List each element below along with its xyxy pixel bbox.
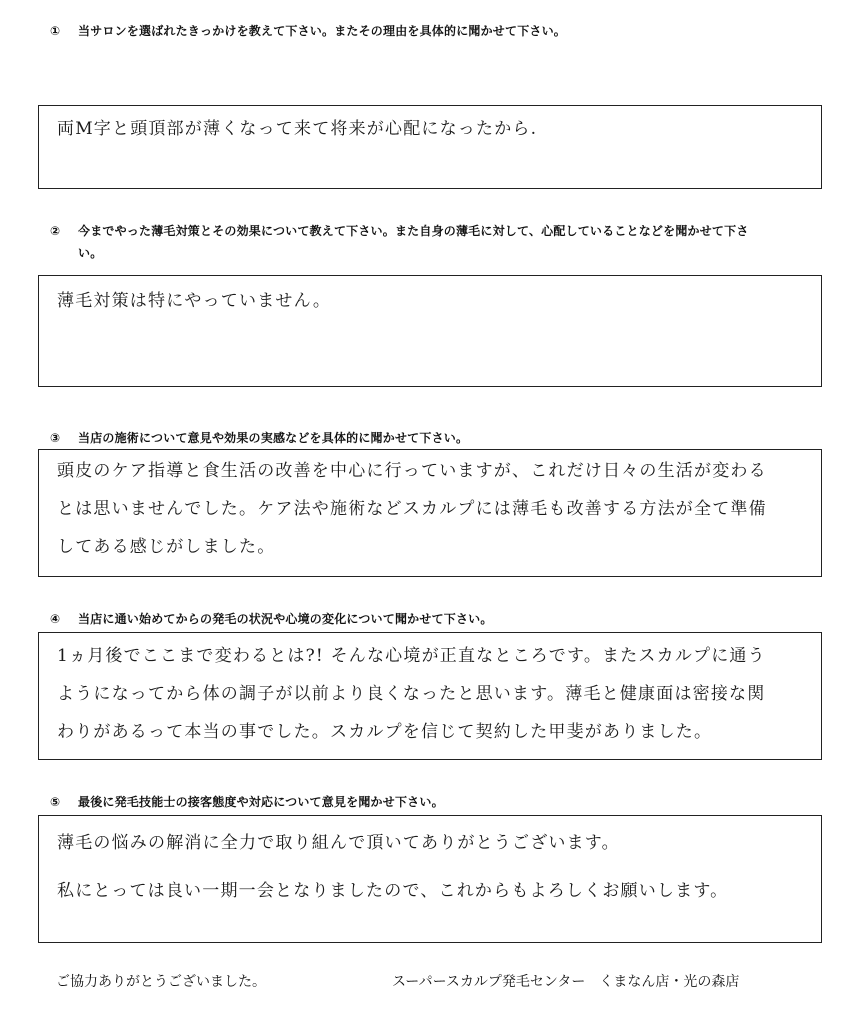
question-5 (50, 791, 444, 813)
answer-line: 薄毛対策は特にやっていません。 (57, 291, 332, 311)
answer-line: 両M字と頭頂部が薄くなって来て将来が心配になったから. (57, 119, 538, 139)
question-3 (50, 427, 468, 449)
answer-box-5 (38, 815, 822, 943)
question-text: 当店に通い始めてからの発毛の状況や心境の変化について聞かせて下さい。 (78, 612, 493, 626)
answer-line: 私にとっては良い一期一会となりましたので、これからもよろしくお願いします。 (57, 881, 729, 901)
question-number: ③ (50, 431, 61, 445)
question-number: ② (50, 224, 61, 238)
answer-line: ようになってから体の調子が以前より良くなったと思います。薄毛と健康面は密接な関 (57, 684, 766, 704)
answer-box-3 (38, 449, 822, 577)
question-2 (50, 220, 749, 264)
question-number: ① (50, 24, 61, 38)
question-text: 最後に発毛技能士の接客態度や対応について意見を聞かせ下さい。 (78, 795, 444, 809)
question-number: ⑤ (50, 795, 61, 809)
question-number: ④ (50, 612, 61, 626)
question-1 (50, 20, 566, 42)
answer-box-2 (38, 275, 822, 387)
question-text-continued: い。 (78, 246, 103, 260)
answer-line: とは思いませんでした。ケア法や施術などスカルプには薄毛も改善する方法が全て準備 (57, 499, 767, 519)
question-text: 当サロンを選ばれたきっかけを教えて下さい。またその理由を具体的に聞かせて下さい。 (78, 24, 567, 38)
answer-line: 頭皮のケア指導と食生活の改善を中心に行っていますが、これだけ日々の生活が変わる (57, 461, 767, 481)
answer-box-4 (38, 632, 822, 760)
question-text: 今までやった薄毛対策とその効果について教えて下さい。また自身の薄毛に対して、心配していることなどを聞かせて下さ (78, 224, 749, 238)
footer-shop-name: スーパースカルプ発毛センター くまなん店・光の森店 (392, 974, 740, 990)
answer-line: わりがあるって本当の事でした。スカルプを信じて契約した甲斐がありました。 (57, 722, 713, 742)
answer-line: 1ヵ月後でここまで変わるとは?! そんな心境が正直なところです。またスカルプに通う (57, 646, 766, 666)
question-4 (50, 608, 493, 630)
footer-thanks: ご協力ありがとうございました。 (56, 974, 266, 990)
answer-line: してある感じがしました。 (57, 537, 276, 557)
question-text: 当店の施術について意見や効果の実感などを具体的に聞かせて下さい。 (78, 431, 469, 445)
answer-line: 薄毛の悩みの解消に全力で取り組んで頂いてありがとうございます。 (57, 833, 620, 853)
answer-box-1 (38, 105, 822, 189)
